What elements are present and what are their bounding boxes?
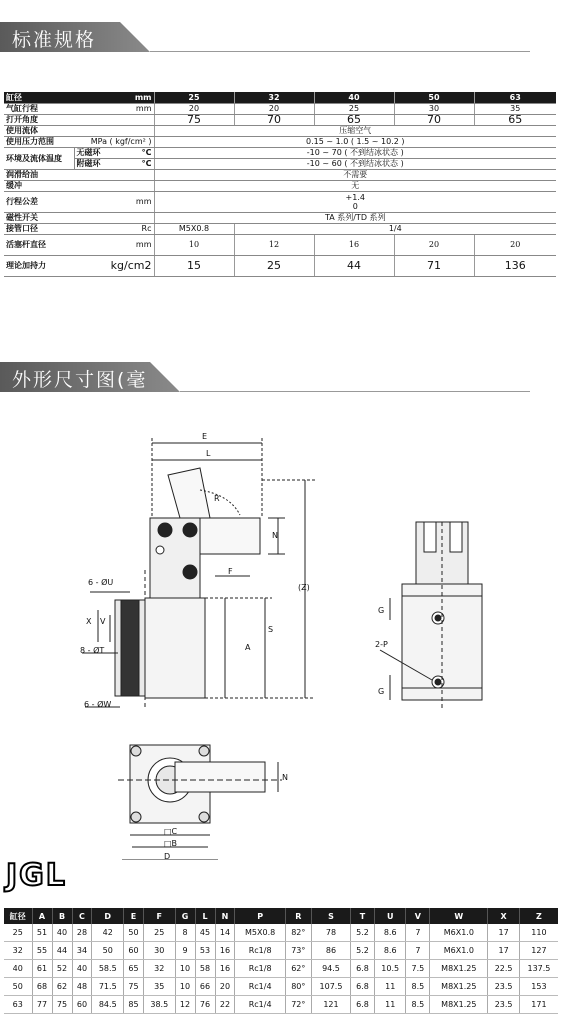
table-cell: 52 <box>52 960 72 978</box>
dim-S: S <box>268 625 274 634</box>
table-cell: 7 <box>406 942 430 960</box>
unit: °C <box>141 148 152 157</box>
dim-C: □C <box>164 827 178 836</box>
table-cell: 12 <box>175 996 195 1014</box>
row-label: 气缸行程 <box>4 104 74 115</box>
cell: 70 <box>394 115 474 126</box>
cell: 71 <box>394 256 474 277</box>
cell: 25 <box>314 104 394 115</box>
cell: 20 <box>394 235 474 256</box>
header-cell: W <box>430 908 488 924</box>
table-cell: 8.6 <box>374 924 406 942</box>
cell: 44 <box>314 256 394 277</box>
side-slots <box>121 600 139 696</box>
clamp-arm <box>200 518 260 554</box>
table-cell: 50 <box>92 942 124 960</box>
force-row <box>4 256 556 277</box>
header-cell: X <box>488 908 520 924</box>
table-cell: 7.5 <box>406 960 430 978</box>
table-cell: 14 <box>215 924 235 942</box>
header-cell: G <box>175 908 195 924</box>
sub-label: 附磁环 <box>76 159 101 168</box>
table-cell: 10.5 <box>374 960 406 978</box>
table-cell: 8.5 <box>406 978 430 996</box>
dim-R: R <box>214 494 220 503</box>
table-cell: 68 <box>32 978 52 996</box>
table-cell: 22 <box>215 996 235 1014</box>
section-header-spec <box>0 22 170 52</box>
header-cell: C <box>72 908 92 924</box>
dim-A: A <box>245 643 251 652</box>
temp-sub <box>74 148 154 159</box>
table-cell: M8X1.25 <box>430 960 488 978</box>
table-row <box>4 960 558 978</box>
dim-T: 8 - ØT <box>80 646 105 655</box>
table-cell: 32 <box>4 942 32 960</box>
table-cell: 60 <box>72 996 92 1014</box>
table-cell: 28 <box>72 924 92 942</box>
port-row <box>4 224 556 235</box>
bore-63: 63 <box>474 92 556 104</box>
pressure-row <box>4 137 556 148</box>
cell: 75 <box>154 115 234 126</box>
tolerance-upper: +1.4 <box>345 193 365 202</box>
cell: 压缩空气 <box>154 126 556 137</box>
row-label: 润滑给油 <box>4 170 74 181</box>
dim-Z: (Z) <box>298 583 310 592</box>
row-label: 活塞杆直径 <box>4 235 74 256</box>
unit: kg/cm2 <box>74 256 154 277</box>
table-cell: 62 <box>52 978 72 996</box>
unit <box>74 170 154 181</box>
dim-E: E <box>202 432 208 441</box>
header-cell: V <box>406 908 430 924</box>
table-cell: 34 <box>72 942 92 960</box>
table-cell: 8 <box>175 924 195 942</box>
row-label: 使用压力范围 <box>4 137 74 148</box>
row-label: 缓冲 <box>4 181 74 192</box>
table-cell: 72° <box>285 996 311 1014</box>
open-arm <box>168 468 210 518</box>
table-cell: 153 <box>519 978 558 996</box>
table-cell: 10 <box>175 978 195 996</box>
table-cell: 94.5 <box>311 960 350 978</box>
cell: 16 <box>314 235 394 256</box>
table-cell: 25 <box>4 924 32 942</box>
cell: 136 <box>474 256 556 277</box>
row-label: 环境及流体温度 <box>4 148 74 170</box>
table-cell: 45 <box>195 924 215 942</box>
cell: 65 <box>474 115 556 126</box>
table-cell: M8X1.25 <box>430 996 488 1014</box>
table-row <box>4 942 558 960</box>
table-cell: 38.5 <box>144 996 176 1014</box>
dim-P: 2-P <box>375 640 388 649</box>
table-cell: 6.8 <box>351 960 375 978</box>
unit: mm <box>74 192 154 213</box>
table-cell: 5.2 <box>351 924 375 942</box>
header-cell: N <box>215 908 235 924</box>
table-cell: 42 <box>92 924 124 942</box>
cell: TA 系列/TD 系列 <box>154 213 556 224</box>
table-cell: 35 <box>144 978 176 996</box>
angle-row <box>4 115 556 126</box>
header-cell: P <box>235 908 285 924</box>
table-cell: 40 <box>72 960 92 978</box>
header-cell: S <box>311 908 350 924</box>
table-cell: 22.5 <box>488 960 520 978</box>
dim-L: L <box>206 449 211 458</box>
sub-label: 无磁环 <box>76 148 101 157</box>
table-cell: Rc1/4 <box>235 978 285 996</box>
table-cell: 84.5 <box>92 996 124 1014</box>
bore-25: 25 <box>154 92 234 104</box>
header-cell: L <box>195 908 215 924</box>
row-label: 使用流体 <box>4 126 74 137</box>
table-cell: 23.5 <box>488 996 520 1014</box>
unit: °C <box>141 159 152 168</box>
unit <box>74 126 154 137</box>
table-cell: 16 <box>215 942 235 960</box>
cell: 65 <box>314 115 394 126</box>
table-cell: 44 <box>52 942 72 960</box>
table-cell: 8.5 <box>406 996 430 1014</box>
header-cell: 缸径 <box>4 908 32 924</box>
cell: M5X0.8 <box>154 224 234 235</box>
table-cell: 30 <box>144 942 176 960</box>
table-cell: 5.2 <box>351 942 375 960</box>
table-cell: 80° <box>285 978 311 996</box>
table-cell: 58 <box>195 960 215 978</box>
unit: Rc <box>74 224 154 235</box>
table-cell: 8.6 <box>374 942 406 960</box>
table-cell: 20 <box>215 978 235 996</box>
table-row <box>4 924 558 942</box>
header-cell: U <box>374 908 406 924</box>
table-cell: 6.8 <box>351 996 375 1014</box>
unit: mm <box>74 104 154 115</box>
fluid-row <box>4 126 556 137</box>
dim-F: F <box>228 567 233 576</box>
table-cell: 11 <box>374 978 406 996</box>
header-cell: D <box>92 908 124 924</box>
row-label: 磁性开关 <box>4 213 74 224</box>
table-cell: 75 <box>124 978 144 996</box>
table-cell: 86 <box>311 942 350 960</box>
header-cell: A <box>32 908 52 924</box>
table-cell: 16 <box>215 960 235 978</box>
table-cell: 50 <box>124 924 144 942</box>
cell: 20 <box>154 104 234 115</box>
table-cell: 61 <box>32 960 52 978</box>
row-label: 打开角度 <box>4 115 74 126</box>
temp-row-2 <box>4 159 556 170</box>
unit: mm <box>74 235 154 256</box>
section-title: 标准规格 <box>12 29 97 51</box>
table-cell: 63 <box>4 996 32 1014</box>
dim-B: □B <box>164 839 178 848</box>
dim-D: D <box>164 852 171 860</box>
table-cell: M5X0.8 <box>235 924 285 942</box>
unit <box>74 181 154 192</box>
table-cell: 55 <box>32 942 52 960</box>
dim-G2: G <box>378 687 385 696</box>
table-cell: M6X1.0 <box>430 942 488 960</box>
cell: 70 <box>234 115 314 126</box>
unit: mm <box>74 92 154 104</box>
bore-32: 32 <box>234 92 314 104</box>
dim-G: G <box>378 606 385 615</box>
table-cell: 7 <box>406 924 430 942</box>
table-cell: 76 <box>195 996 215 1014</box>
table-cell: 65 <box>124 960 144 978</box>
cell: -10 ~ 60 ( 不到结冰状态 ) <box>154 159 556 170</box>
cell: 10 <box>154 235 234 256</box>
table-cell: 66 <box>195 978 215 996</box>
table-cell: 110 <box>519 924 558 942</box>
cell: 20 <box>234 104 314 115</box>
unit <box>74 115 154 126</box>
table-cell: 71.5 <box>92 978 124 996</box>
table-cell: 60 <box>124 942 144 960</box>
cell: 35 <box>474 104 556 115</box>
table-cell: M8X1.25 <box>430 978 488 996</box>
tolerance-cell <box>154 192 556 213</box>
table-cell: 127 <box>519 942 558 960</box>
rod-row <box>4 235 556 256</box>
table-cell: 9 <box>175 942 195 960</box>
dim-N2: N <box>282 773 288 782</box>
spec-table <box>4 92 556 277</box>
table-cell: 82° <box>285 924 311 942</box>
table-cell: 171 <box>519 996 558 1014</box>
section-header-dims <box>0 362 170 418</box>
table-cell: 40 <box>52 924 72 942</box>
header-cell: E <box>124 908 144 924</box>
cell: 25 <box>234 256 314 277</box>
dimension-table <box>4 908 558 1014</box>
cell: 0.15 ~ 1.0 ( 1.5 ~ 10.2 ) <box>154 137 556 148</box>
bore-40: 40 <box>314 92 394 104</box>
dim-U: 6 - ØU <box>88 578 114 587</box>
tolerance-lower: 0 <box>352 202 358 211</box>
cell: 12 <box>234 235 314 256</box>
table-cell: 75 <box>52 996 72 1014</box>
cell: 30 <box>394 104 474 115</box>
temp-sub <box>74 159 154 170</box>
cell: 无 <box>154 181 556 192</box>
dim-W: 6 - ØW <box>84 700 112 709</box>
cylinder-body <box>145 598 205 698</box>
table-cell: 40 <box>4 960 32 978</box>
divider <box>150 51 530 52</box>
unit <box>74 213 154 224</box>
top-arm <box>175 762 265 792</box>
header-cell: T <box>351 908 375 924</box>
cushion-row <box>4 181 556 192</box>
temp-row-1 <box>4 148 556 159</box>
header-cell: R <box>285 908 311 924</box>
dim-N: N <box>272 531 278 540</box>
table-cell: 25 <box>144 924 176 942</box>
spec-header-row <box>4 92 556 104</box>
table-cell: 85 <box>124 996 144 1014</box>
dim-X: X <box>86 617 92 626</box>
header-cell: F <box>144 908 176 924</box>
table-row <box>4 978 558 996</box>
cylinder-drawing <box>0 410 562 860</box>
bore-50: 50 <box>394 92 474 104</box>
header-cell: B <box>52 908 72 924</box>
switch-row <box>4 213 556 224</box>
section-title: 外形尺寸图(毫米) <box>12 369 148 418</box>
table-cell: 6.8 <box>351 978 375 996</box>
brand-logo: JGL <box>6 858 67 893</box>
dims-header-row <box>4 908 558 924</box>
table-cell: 48 <box>72 978 92 996</box>
tolerance-row <box>4 192 556 213</box>
table-cell: 107.5 <box>311 978 350 996</box>
table-cell: Rc1/4 <box>235 996 285 1014</box>
table-cell: 10 <box>175 960 195 978</box>
table-cell: 23.5 <box>488 978 520 996</box>
dim-V: V <box>100 617 106 626</box>
divider <box>180 391 530 392</box>
table-cell: 17 <box>488 924 520 942</box>
cell: 不需要 <box>154 170 556 181</box>
table-cell: 17 <box>488 942 520 960</box>
table-cell: 51 <box>32 924 52 942</box>
table-cell: 58.5 <box>92 960 124 978</box>
unit: MPa ( kgf/cm² ) <box>74 137 154 148</box>
table-cell: 73° <box>285 942 311 960</box>
table-cell: 11 <box>374 996 406 1014</box>
header-cell: Z <box>519 908 558 924</box>
cell: 1/4 <box>234 224 556 235</box>
table-cell: M6X1.0 <box>430 924 488 942</box>
table-cell: 78 <box>311 924 350 942</box>
table-cell: Rc1/8 <box>235 960 285 978</box>
cell: -10 ~ 70 ( 不到结冰状态 ) <box>154 148 556 159</box>
table-cell: 53 <box>195 942 215 960</box>
table-cell: Rc1/8 <box>235 942 285 960</box>
table-row <box>4 996 558 1014</box>
table-cell: 62° <box>285 960 311 978</box>
table-cell: 50 <box>4 978 32 996</box>
row-label: 行程公差 <box>4 192 74 213</box>
lube-row <box>4 170 556 181</box>
table-cell: 32 <box>144 960 176 978</box>
table-cell: 77 <box>32 996 52 1014</box>
cell: 20 <box>474 235 556 256</box>
table-cell: 121 <box>311 996 350 1014</box>
row-label: 理论加持力 <box>4 256 74 277</box>
bore-label: 缸径 <box>4 92 74 104</box>
row-label: 接管口径 <box>4 224 74 235</box>
cell: 15 <box>154 256 234 277</box>
table-cell: 137.5 <box>519 960 558 978</box>
